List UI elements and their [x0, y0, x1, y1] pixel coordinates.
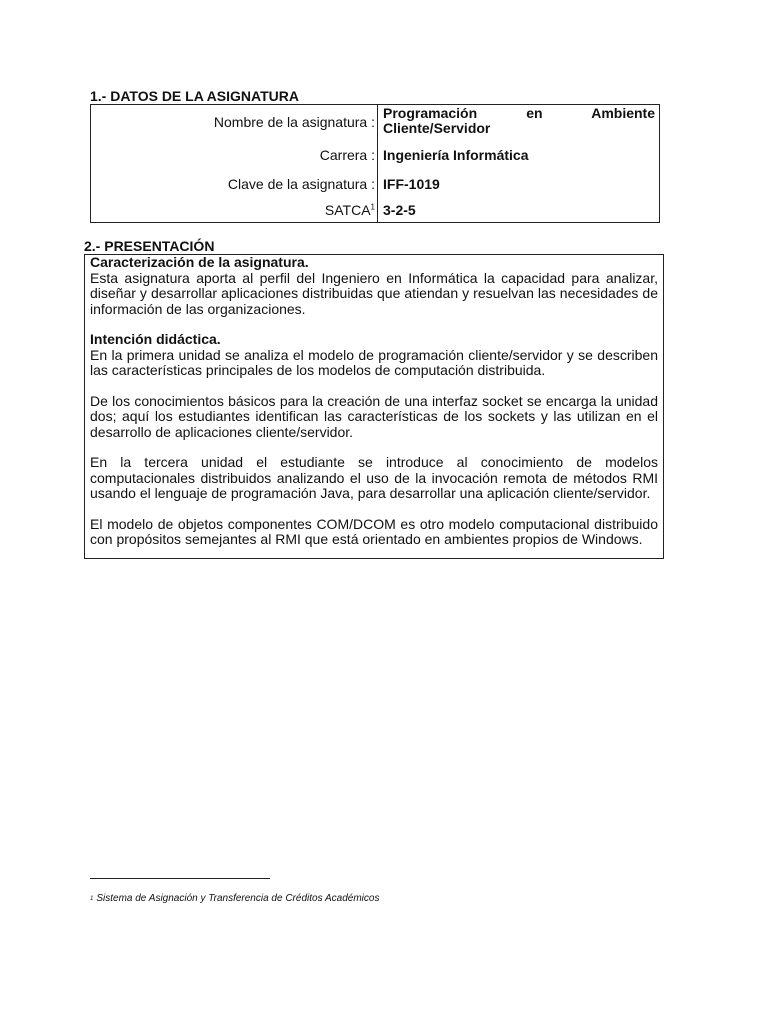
spacer	[90, 502, 658, 517]
footnote-text: Sistema de Asignación y Transferencia de Créditos Académicos	[96, 893, 380, 904]
paragraph-unit4: El modelo de objetos componentes COM/DCOM es otro modelo computacional distribuido con propósitos semejantes al RMI que está orientado en ambientes propios de Windows.	[90, 515, 658, 547]
intencion-title: Intención didáctica.	[90, 331, 221, 347]
footnote-divider	[90, 878, 270, 879]
presentacion-box	[84, 254, 664, 559]
clave-value: IFF-1019	[383, 175, 440, 192]
spacer	[90, 379, 658, 394]
satca-label	[91, 199, 378, 223]
caracterizacion-title: Caracterización de la asignatura.	[90, 254, 309, 270]
carrera-value: Ingeniería Informática	[383, 146, 529, 163]
satca-value: 3-2-5	[383, 202, 416, 219]
datos-asignatura-table	[90, 104, 660, 223]
footnote-mark: 1	[90, 896, 94, 902]
clave-label: Clave de la asignatura :	[91, 169, 378, 199]
carrera-label: Carrera :	[91, 141, 378, 169]
nombre-value-line2: Cliente/Servidor	[383, 120, 491, 136]
table-row	[91, 105, 660, 141]
caracterizacion-text: Esta asignatura aporta al perfil del Ingeniero en Informática la capacidad para analizar, diseñar y desarrollar aplicaciones distribuidas que atiendan y resuelvan las necesidades de información de las organizaciones.	[90, 269, 658, 317]
section2-heading: 2.- PRESENTACIÓN	[84, 238, 215, 254]
paragraph-unit3: En la tercera unidad el estudiante se introduce al conocimiento de modelos computacionales distribuidos analizando el uso de la invocación remota de métodos RMI usando el lenguaje de programación Java, para desarrollar una aplicación cliente/servidor.	[90, 454, 658, 501]
table-row	[91, 141, 660, 169]
table-row	[91, 199, 660, 223]
footnote	[90, 893, 379, 905]
nombre-label: Nombre de la asignatura :	[91, 105, 378, 141]
spacer	[90, 317, 658, 332]
paragraph-unit1: En la primera unidad se analiza el modelo de programación cliente/servidor y se describen las características principales de los modelos de computación distribuida.	[90, 346, 658, 378]
table-row	[91, 169, 660, 199]
nombre-value-line1: Programación en Ambiente	[383, 105, 655, 121]
nombre-value	[378, 105, 660, 141]
paragraph-unit2: De los conocimientos básicos para la creación de una interfaz socket se encarga la unidad dos; aquí los estudiantes identifican las características de los sockets y las utilizan en el desarrollo de aplicaciones cliente/servidor.	[90, 392, 658, 440]
section1-heading: 1.- DATOS DE LA ASIGNATURA	[90, 88, 299, 104]
satca-label-text: SATCA	[324, 202, 371, 219]
satca-footnote-mark: 1	[370, 202, 375, 212]
spacer	[90, 440, 658, 455]
